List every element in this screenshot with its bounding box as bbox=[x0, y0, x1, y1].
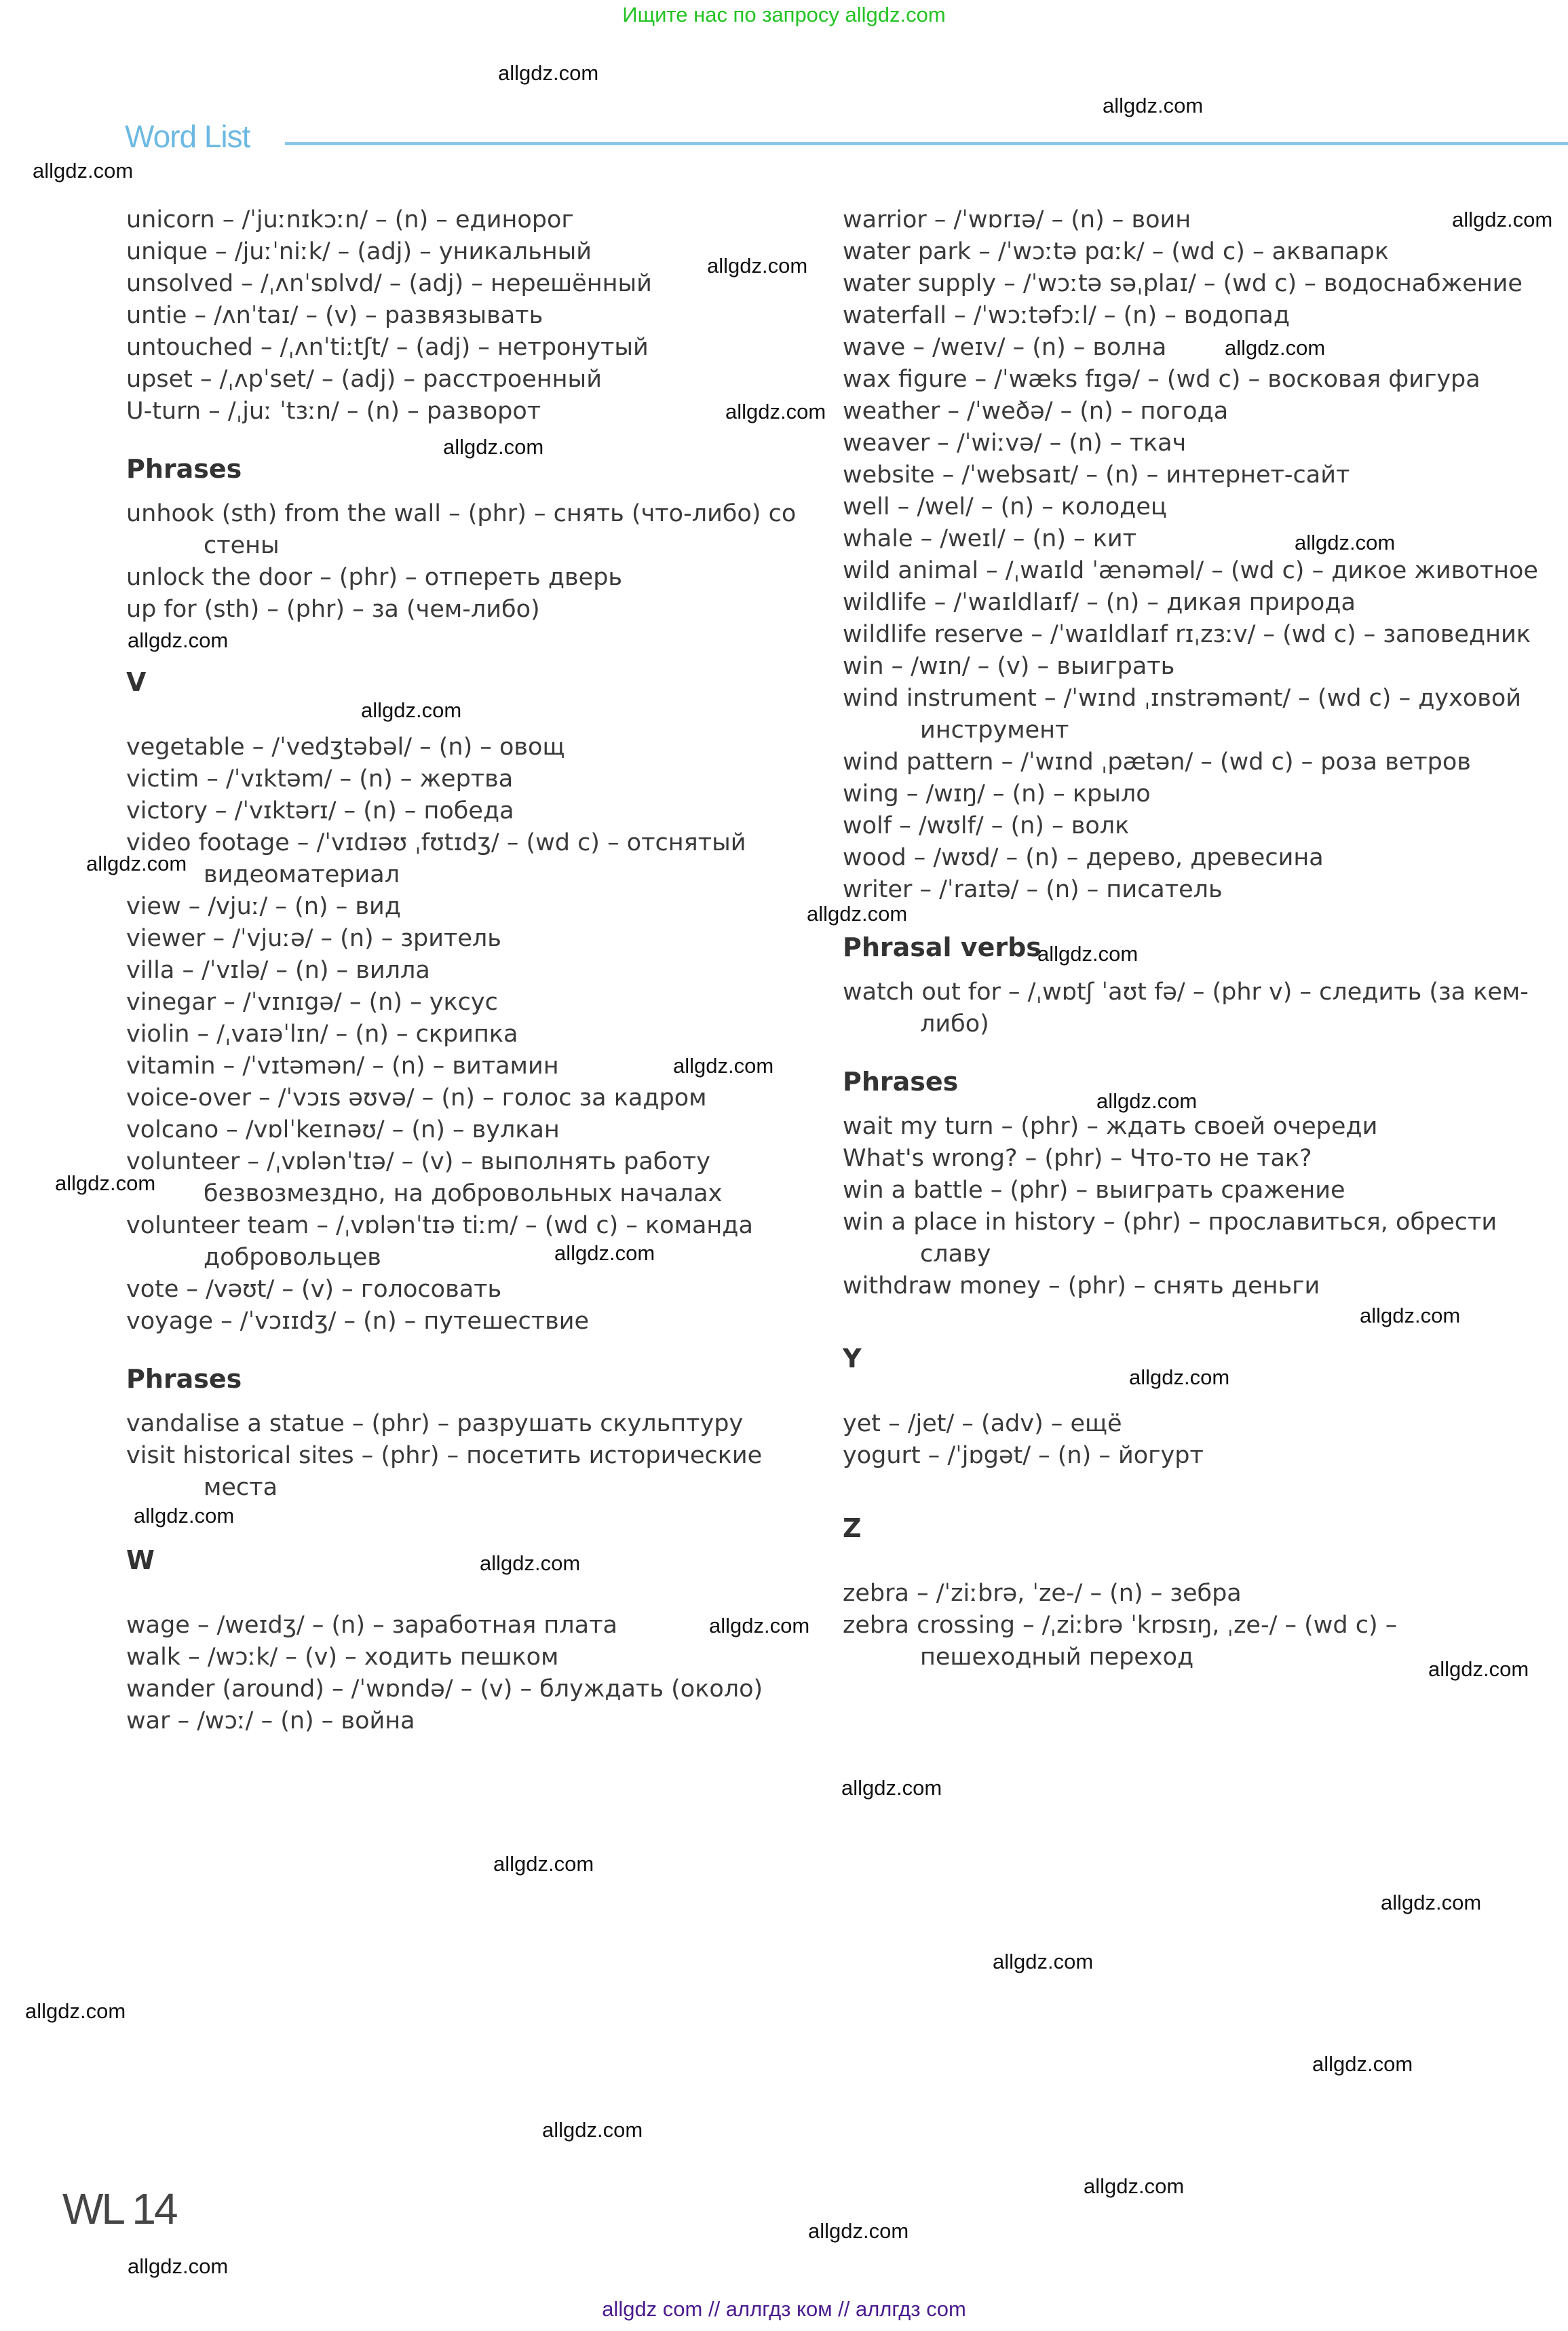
entry-text: wander (around) – /ˈwɒndə/ – (v) – блуждать (около) bbox=[126, 1675, 763, 1703]
word-entry bbox=[126, 795, 839, 827]
letter-heading: W bbox=[126, 1545, 155, 1575]
entry-text: win a place in history – (phr) – прославиться, обрести bbox=[843, 1209, 1497, 1236]
entry-text: villa – /ˈvɪlə/ – (n) – вилла bbox=[126, 957, 430, 984]
entry-text: wing – /wɪŋ/ – (n) – крыло bbox=[843, 780, 1151, 808]
word-entry bbox=[843, 778, 1555, 810]
watermark-text: allgdz.com bbox=[361, 698, 462, 722]
entry-text: water supply – /ˈwɔːtə səˌplaɪ/ – (wd c) – водоснабжение bbox=[843, 270, 1523, 297]
watermark-text: allgdz.com bbox=[443, 435, 544, 459]
entry-text: vitamin – /ˈvɪtəmən/ – (n) – витамин bbox=[126, 1053, 559, 1080]
word-entry bbox=[843, 619, 1555, 651]
word-entry bbox=[843, 810, 1555, 842]
word-entry bbox=[843, 300, 1555, 332]
word-entry bbox=[843, 1143, 1555, 1175]
word-entry bbox=[843, 491, 1555, 523]
entry-text: video footage – /ˈvɪdɪəʊ ˌfʊtɪdʒ/ – (wd c) – отснятый bbox=[126, 829, 746, 856]
word-entry bbox=[126, 923, 839, 955]
entry-text: wildlife – /ˈwaɪldlaɪf/ – (n) – дикая природа bbox=[843, 589, 1356, 616]
entry-text: website – /ˈwebsaɪt/ – (n) – интернет-сайт bbox=[843, 461, 1350, 489]
entry-text: wax figure – /ˈwæks fɪgə/ – (wd c) – восковая фигура bbox=[843, 366, 1480, 393]
entry-text: wolf – /wʊlf/ – (n) – волк bbox=[843, 812, 1130, 839]
word-entry bbox=[126, 1210, 839, 1274]
entry-text: victim – /ˈvɪktəm/ – (n) – жертва bbox=[126, 765, 514, 793]
watermark-text: allgdz.com bbox=[673, 1054, 774, 1078]
entry-text: unhook (sth) from the wall – (phr) – снять (что-либо) со bbox=[126, 500, 797, 527]
entry-continuation: либо) bbox=[920, 1010, 989, 1038]
word-entry bbox=[843, 364, 1555, 396]
word-entry bbox=[843, 746, 1555, 778]
promo-link-bottom[interactable]: allgdz com // аллгдз ком // аллгдз com bbox=[602, 2297, 966, 2321]
entry-text: wind pattern – /ˈwɪnd ˌpætən/ – (wd c) – роза ветров bbox=[843, 748, 1471, 776]
entry-continuation: видеоматериал bbox=[204, 861, 400, 888]
letter-heading: V bbox=[126, 667, 147, 697]
entry-text: wild animal – /ˌwaɪld ˈænəməl/ – (wd c) – дикое животное bbox=[843, 557, 1538, 584]
word-entry bbox=[126, 594, 839, 626]
word-entry bbox=[843, 1270, 1555, 1302]
entry-text: withdraw money – (phr) – снять деньги bbox=[843, 1272, 1320, 1300]
word-entry bbox=[843, 268, 1555, 300]
entry-text: warrior – /ˈwɒrɪə/ – (n) – воин bbox=[843, 206, 1191, 233]
word-entry bbox=[843, 1111, 1555, 1143]
entry-text: viewer – /ˈvjuːə/ – (n) – зритель bbox=[126, 925, 501, 952]
word-entry bbox=[843, 587, 1555, 619]
word-entry bbox=[843, 683, 1555, 746]
section-heading: Phrases bbox=[126, 454, 242, 484]
watermark-text: allgdz.com bbox=[1129, 1365, 1230, 1389]
word-entry bbox=[126, 955, 839, 987]
word-entry bbox=[843, 332, 1555, 364]
promo-link-top[interactable]: Ищите нас по запросу allgdz.com bbox=[622, 3, 946, 26]
entry-continuation: пешеходный переход bbox=[920, 1644, 1194, 1671]
word-entry bbox=[126, 1274, 839, 1306]
word-entry bbox=[843, 651, 1555, 683]
entry-text: vinegar – /ˈvɪnɪgə/ – (n) – уксус bbox=[126, 989, 498, 1016]
entry-text: wind instrument – /ˈwɪnd ˌɪnstrəmənt/ – (wd c) – духовой bbox=[843, 685, 1522, 712]
entry-text: win a battle – (phr) – выиграть сражение bbox=[843, 1177, 1345, 1204]
word-entry bbox=[126, 1082, 839, 1114]
watermark-text: allgdz.com bbox=[542, 2118, 643, 2142]
watermark-text: allgdz.com bbox=[1103, 94, 1204, 117]
watermark-text: allgdz.com bbox=[1037, 942, 1139, 966]
word-section bbox=[843, 1059, 1555, 1302]
entry-text: weaver – /ˈwiːvə/ – (n) – ткач bbox=[843, 430, 1187, 457]
entry-text: upset – /ˌʌpˈset/ – (adj) – расстроенный bbox=[126, 366, 602, 393]
entry-continuation: славу bbox=[920, 1240, 991, 1268]
watermark-text: allgdz.com bbox=[128, 628, 229, 652]
entry-text: violin – /ˌvaɪəˈlɪn/ – (n) – скрипка bbox=[126, 1021, 518, 1048]
word-entry bbox=[843, 555, 1555, 587]
entry-text: wage – /weɪdʒ/ – (n) – заработная плата bbox=[126, 1612, 617, 1639]
entry-text: vote – /vəʊt/ – (v) – голосовать bbox=[126, 1276, 502, 1303]
word-section bbox=[126, 447, 839, 626]
watermark-text: allgdz.com bbox=[55, 1171, 156, 1195]
watermark-text: allgdz.com bbox=[554, 1241, 655, 1265]
entry-text: watch out for – /ˌwɒtʃ ˈaʊt fə/ – (phr v) – следить (за кем- bbox=[843, 979, 1529, 1006]
word-entry bbox=[126, 827, 839, 891]
word-entry bbox=[126, 300, 839, 332]
word-entry bbox=[126, 1642, 839, 1673]
entry-text: visit historical sites – (phr) – посетить исторические bbox=[126, 1442, 763, 1469]
entry-text: writer – /ˈraɪtə/ – (n) – писатель bbox=[843, 876, 1223, 903]
entry-text: unlock the door – (phr) – отпереть дверь bbox=[126, 564, 623, 591]
word-entry bbox=[126, 364, 839, 396]
page-number: WL 14 bbox=[62, 2184, 176, 2233]
watermark-text: allgdz.com bbox=[480, 1551, 581, 1575]
entry-text: walk – /wɔːk/ – (v) – ходить пешком bbox=[126, 1644, 559, 1671]
entry-text: voice-over – /ˈvɔɪs əʊvə/ – (n) – голос за кадром bbox=[126, 1084, 707, 1112]
right-column bbox=[843, 204, 1555, 1673]
entry-continuation: безвозмездно, на добровольных началах bbox=[204, 1180, 723, 1207]
entry-text: vandalise a statue – (phr) – разрушать скульптуру bbox=[126, 1410, 744, 1437]
word-entry bbox=[126, 1408, 839, 1440]
word-entry bbox=[126, 1440, 839, 1504]
entry-text: zebra – /ˈziːbrə, ˈze-/ – (n) – зебра bbox=[843, 1580, 1242, 1607]
word-entry bbox=[126, 987, 839, 1019]
entry-text: well – /wel/ – (n) – колодец bbox=[843, 493, 1167, 520]
header-divider bbox=[285, 142, 1568, 145]
word-entry bbox=[843, 842, 1555, 874]
entry-text: up for (sth) – (phr) – за (чем-либо) bbox=[126, 596, 540, 623]
watermark-text: allgdz.com bbox=[1452, 208, 1553, 231]
entry-text: weather – /ˈweðə/ – (n) – погода bbox=[843, 398, 1229, 425]
word-entry bbox=[126, 732, 839, 763]
entry-text: untouched – /ˌʌnˈtiːtʃt/ – (adj) – нетронутый bbox=[126, 334, 649, 361]
entry-text: volunteer team – /ˌvɒlənˈtɪə tiːm/ – (wd c) – команда bbox=[126, 1212, 753, 1239]
entry-text: volunteer – /ˌvɒlənˈtɪə/ – (v) – выполнять работу bbox=[126, 1148, 710, 1175]
letter-heading: Z bbox=[843, 1513, 862, 1543]
watermark-text: allgdz.com bbox=[725, 400, 826, 423]
watermark-text: allgdz.com bbox=[1381, 1891, 1482, 1914]
word-entry bbox=[843, 428, 1555, 459]
word-entry bbox=[126, 332, 839, 364]
section-heading: Phrases bbox=[126, 1364, 242, 1394]
entry-text: U-turn – /ˌjuː ˈtɜːn/ – (n) – разворот bbox=[126, 398, 541, 425]
word-entry bbox=[126, 562, 839, 594]
section-heading: Phrasal verbs bbox=[843, 932, 1041, 962]
word-section bbox=[843, 204, 1555, 906]
word-entry bbox=[843, 1408, 1555, 1440]
word-entry bbox=[126, 1019, 839, 1050]
word-entry bbox=[843, 1578, 1555, 1610]
word-entry bbox=[843, 523, 1555, 555]
watermark-text: allgdz.com bbox=[993, 1950, 1094, 1973]
entry-text: unique – /juːˈniːk/ – (adj) – уникальный bbox=[126, 238, 592, 265]
word-entry bbox=[126, 1114, 839, 1146]
entry-text: wait my turn – (phr) – ждать своей очереди bbox=[843, 1113, 1378, 1140]
entry-text: wave – /weɪv/ – (n) – волна bbox=[843, 334, 1167, 361]
word-entry bbox=[843, 1175, 1555, 1207]
word-entry bbox=[126, 204, 839, 236]
word-section bbox=[843, 1506, 1555, 1673]
entry-text: whale – /weɪl/ – (n) – кит bbox=[843, 525, 1137, 552]
watermark-text: allgdz.com bbox=[709, 1614, 810, 1637]
word-entry bbox=[126, 1705, 839, 1737]
watermark-text: allgdz.com bbox=[498, 61, 599, 85]
entry-text: wildlife reserve – /ˈwaɪldlaɪf rɪˌzɜːv/ – (wd c) – заповедник bbox=[843, 621, 1531, 648]
word-section bbox=[126, 660, 839, 1338]
watermark-text: allgdz.com bbox=[33, 159, 134, 183]
word-entry bbox=[126, 891, 839, 923]
section-heading: Phrases bbox=[843, 1067, 959, 1097]
entry-text: war – /wɔː/ – (n) – война bbox=[126, 1707, 415, 1735]
entry-text: victory – /ˈvɪktərɪ/ – (n) – победа bbox=[126, 797, 514, 825]
word-entry bbox=[126, 1306, 839, 1338]
entry-text: vegetable – /ˈvedʒtəbəl/ – (n) – овощ bbox=[126, 734, 565, 761]
entry-continuation: стены bbox=[204, 532, 280, 559]
word-entry bbox=[843, 977, 1555, 1040]
entry-text: win – /wɪn/ – (v) – выиграть bbox=[843, 653, 1175, 680]
word-entry bbox=[126, 498, 839, 562]
watermark-text: allgdz.com bbox=[1428, 1657, 1529, 1681]
watermark-text: allgdz.com bbox=[808, 2219, 909, 2243]
word-entry bbox=[843, 204, 1555, 236]
entry-text: volcano – /vɒlˈkeɪnəʊ/ – (n) – вулкан bbox=[126, 1116, 560, 1143]
watermark-text: allgdz.com bbox=[86, 852, 187, 875]
watermark-text: allgdz.com bbox=[1096, 1089, 1198, 1113]
word-entry bbox=[843, 236, 1555, 268]
watermark-text: allgdz.com bbox=[841, 1776, 942, 1800]
word-entry bbox=[843, 396, 1555, 428]
entry-text: water park – /ˈwɔːtə pɑːk/ – (wd c) – аквапарк bbox=[843, 238, 1390, 265]
entry-text: untie – /ʌnˈtaɪ/ – (v) – развязывать bbox=[126, 302, 543, 329]
word-section bbox=[843, 1336, 1555, 1472]
word-entry bbox=[843, 874, 1555, 906]
page-title: Word List bbox=[125, 119, 250, 154]
watermark-text: allgdz.com bbox=[128, 2254, 229, 2278]
word-entry bbox=[843, 459, 1555, 491]
entry-text: yet – /jet/ – (adv) – ещё bbox=[843, 1410, 1122, 1437]
entry-continuation: места bbox=[204, 1474, 278, 1501]
entry-text: waterfall – /ˈwɔːtəfɔːl/ – (n) – водопад bbox=[843, 302, 1290, 329]
watermark-text: allgdz.com bbox=[134, 1504, 235, 1528]
word-entry bbox=[843, 1207, 1555, 1270]
watermark-text: allgdz.com bbox=[493, 1852, 594, 1876]
watermark-text: allgdz.com bbox=[1225, 336, 1326, 360]
entry-continuation: инструмент bbox=[920, 717, 1069, 744]
entry-text: view – /vjuː/ – (n) – вид bbox=[126, 893, 401, 920]
word-entry bbox=[126, 1146, 839, 1210]
watermark-text: allgdz.com bbox=[807, 902, 908, 926]
watermark-text: allgdz.com bbox=[707, 254, 808, 278]
entry-text: wood – /wʊd/ – (n) – дерево, древесина bbox=[843, 844, 1324, 871]
word-section bbox=[126, 204, 839, 428]
entry-text: unicorn – /ˈjuːnɪkɔːn/ – (n) – единорог bbox=[126, 206, 574, 233]
watermark-text: allgdz.com bbox=[1084, 2174, 1185, 2198]
watermark-text: allgdz.com bbox=[1360, 1304, 1461, 1327]
entry-text: What's wrong? – (phr) – Что-то не так? bbox=[843, 1145, 1312, 1172]
entry-text: zebra crossing – /ˌziːbrə ˈkrɒsɪŋ, ˌze-/ – (wd c) – bbox=[843, 1612, 1398, 1639]
word-section bbox=[126, 1357, 839, 1504]
letter-heading: Y bbox=[843, 1344, 862, 1373]
word-entry bbox=[843, 1440, 1555, 1472]
watermark-text: allgdz.com bbox=[25, 1999, 126, 2023]
word-entry bbox=[126, 763, 839, 795]
entry-text: unsolved – /ˌʌnˈsɒlvd/ – (adj) – нерешённый bbox=[126, 270, 652, 297]
word-entry bbox=[126, 1673, 839, 1705]
entry-continuation: добровольцев bbox=[204, 1244, 381, 1271]
entry-text: voyage – /ˈvɔɪɪdʒ/ – (n) – путешествие bbox=[126, 1308, 589, 1335]
watermark-text: allgdz.com bbox=[1295, 531, 1396, 554]
entry-text: yogurt – /ˈjɒgət/ – (n) – йогурт bbox=[843, 1442, 1204, 1469]
word-section bbox=[843, 925, 1555, 1040]
watermark-text: allgdz.com bbox=[1312, 2052, 1413, 2076]
